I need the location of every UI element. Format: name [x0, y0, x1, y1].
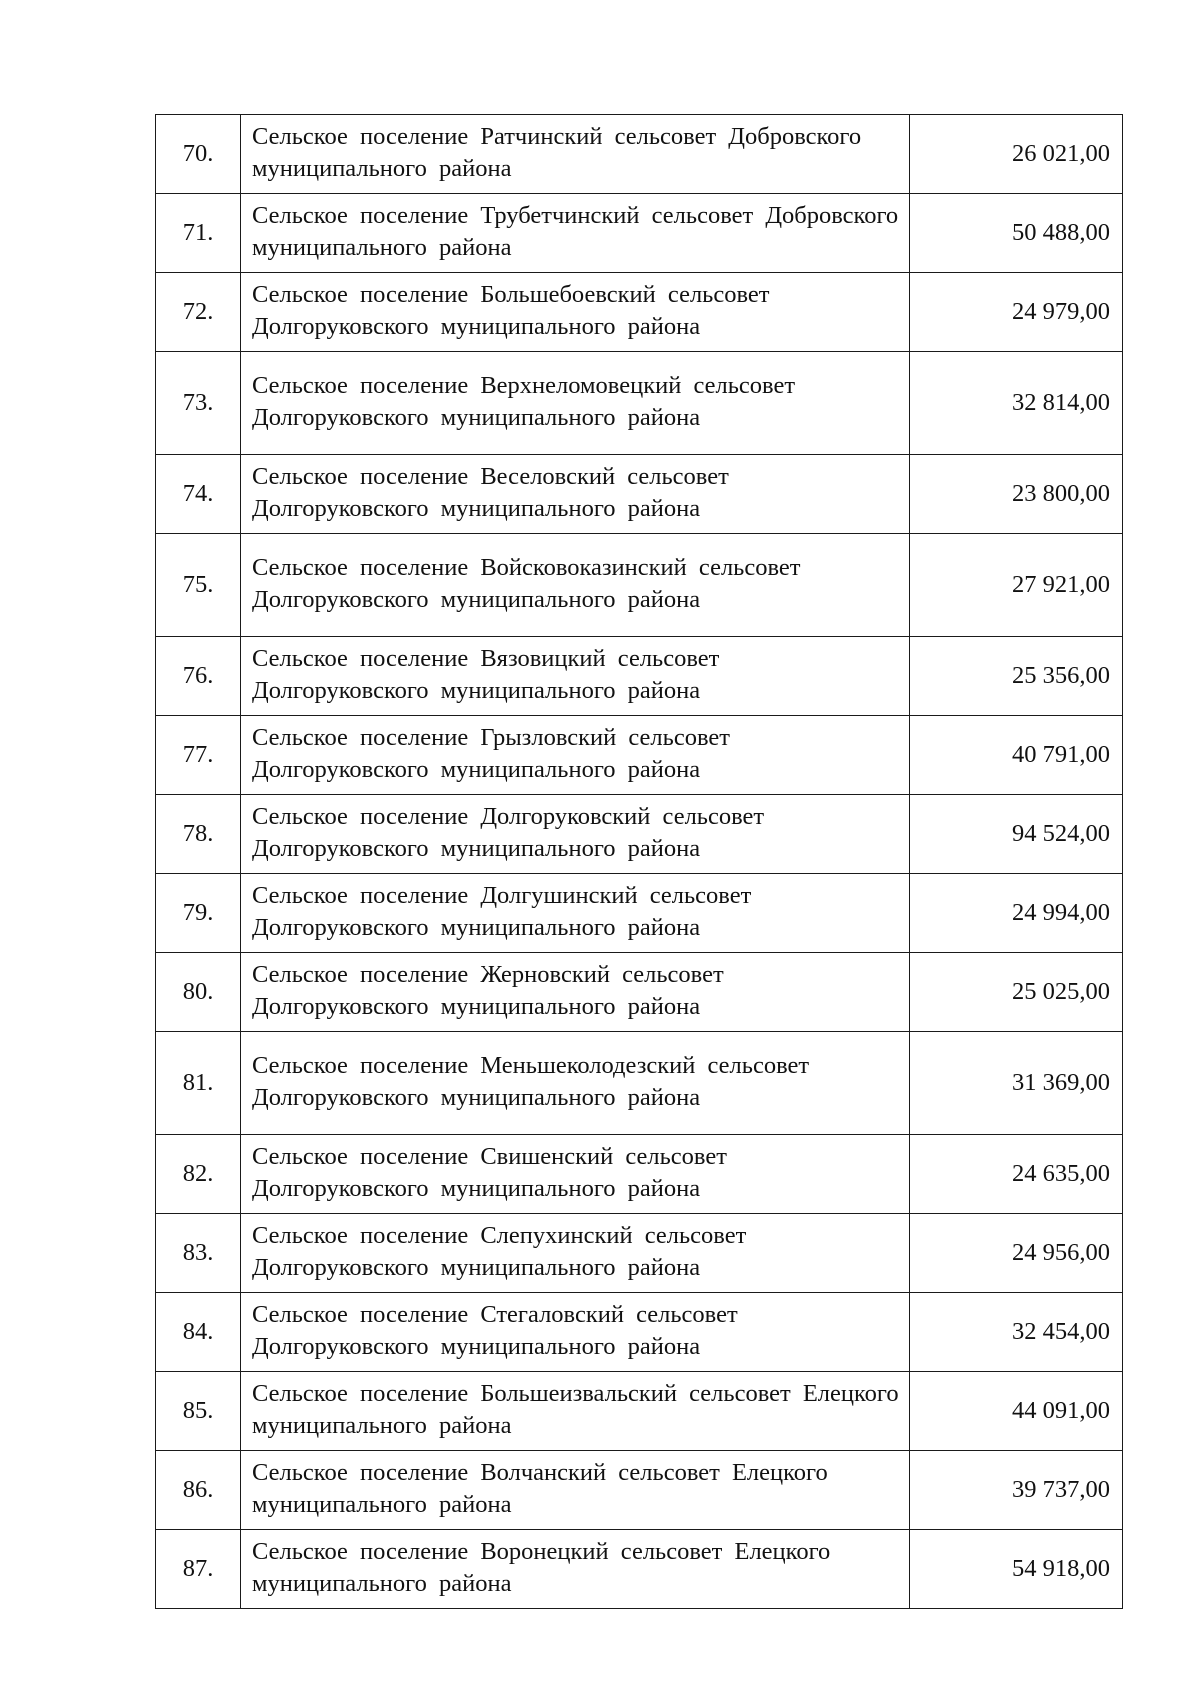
amount: 27 921,00	[910, 534, 1123, 637]
amount: 54 918,00	[910, 1530, 1123, 1609]
amount: 50 488,00	[910, 194, 1123, 273]
amount: 24 635,00	[910, 1135, 1123, 1214]
amount: 23 800,00	[910, 455, 1123, 534]
settlement-name: Сельское поселение Долгоруковский сельсовет Долгоруковского муниципального района	[241, 795, 910, 874]
table-row	[156, 455, 1123, 534]
table-row	[156, 637, 1123, 716]
row-number: 72.	[156, 273, 241, 352]
table-body	[156, 115, 1123, 1609]
table-row	[156, 352, 1123, 455]
table-row	[156, 874, 1123, 953]
row-number: 86.	[156, 1451, 241, 1530]
row-number: 87.	[156, 1530, 241, 1609]
settlement-name: Сельское поселение Меньшеколодезский сельсовет Долгоруковского муниципального района	[241, 1032, 910, 1135]
row-number: 82.	[156, 1135, 241, 1214]
amount: 25 025,00	[910, 953, 1123, 1032]
settlement-name: Сельское поселение Трубетчинский сельсовет Добровского муниципального района	[241, 194, 910, 273]
settlement-name: Сельское поселение Грызловский сельсовет Долгоруковского муниципального района	[241, 716, 910, 795]
row-number: 81.	[156, 1032, 241, 1135]
table-row	[156, 1032, 1123, 1135]
row-number: 80.	[156, 953, 241, 1032]
settlement-name: Сельское поселение Волчанский сельсовет Елецкого муниципального района	[241, 1451, 910, 1530]
table-row	[156, 1530, 1123, 1609]
amount: 24 979,00	[910, 273, 1123, 352]
table-row	[156, 795, 1123, 874]
settlement-name: Сельское поселение Веселовский сельсовет Долгоруковского муниципального района	[241, 455, 910, 534]
row-number: 78.	[156, 795, 241, 874]
table-row	[156, 1451, 1123, 1530]
amount: 31 369,00	[910, 1032, 1123, 1135]
amount: 26 021,00	[910, 115, 1123, 194]
table-row	[156, 273, 1123, 352]
settlement-name: Сельское поселение Свишенский сельсовет Долгоруковского муниципального района	[241, 1135, 910, 1214]
settlement-name: Сельское поселение Слепухинский сельсовет Долгоруковского муниципального района	[241, 1214, 910, 1293]
table-row	[156, 1293, 1123, 1372]
settlement-name: Сельское поселение Большебоевский сельсовет Долгоруковского муниципального района	[241, 273, 910, 352]
row-number: 79.	[156, 874, 241, 953]
row-number: 83.	[156, 1214, 241, 1293]
row-number: 77.	[156, 716, 241, 795]
row-number: 76.	[156, 637, 241, 716]
settlement-name: Сельское поселение Жерновский сельсовет Долгоруковского муниципального района	[241, 953, 910, 1032]
amount: 39 737,00	[910, 1451, 1123, 1530]
table-row	[156, 1135, 1123, 1214]
row-number: 75.	[156, 534, 241, 637]
table-row	[156, 194, 1123, 273]
settlement-name: Сельское поселение Верхнеломовецкий сельсовет Долгоруковского муниципального района	[241, 352, 910, 455]
settlement-name: Сельское поселение Стегаловский сельсовет Долгоруковского муниципального района	[241, 1293, 910, 1372]
amount: 32 454,00	[910, 1293, 1123, 1372]
row-number: 84.	[156, 1293, 241, 1372]
settlement-name: Сельское поселение Долгушинский сельсовет Долгоруковского муниципального района	[241, 874, 910, 953]
table-row	[156, 953, 1123, 1032]
settlement-name: Сельское поселение Воронецкий сельсовет Елецкого муниципального района	[241, 1530, 910, 1609]
settlements-table	[155, 114, 1123, 1609]
table-row	[156, 534, 1123, 637]
settlement-name: Сельское поселение Большеизвальский сельсовет Елецкого муниципального района	[241, 1372, 910, 1451]
table-row	[156, 1372, 1123, 1451]
table-row	[156, 1214, 1123, 1293]
settlement-name: Сельское поселение Войсковоказинский сельсовет Долгоруковского муниципального района	[241, 534, 910, 637]
amount: 24 956,00	[910, 1214, 1123, 1293]
amount: 94 524,00	[910, 795, 1123, 874]
table-row	[156, 115, 1123, 194]
amount: 40 791,00	[910, 716, 1123, 795]
row-number: 71.	[156, 194, 241, 273]
amount: 44 091,00	[910, 1372, 1123, 1451]
amount: 32 814,00	[910, 352, 1123, 455]
row-number: 73.	[156, 352, 241, 455]
table-row	[156, 716, 1123, 795]
row-number: 85.	[156, 1372, 241, 1451]
settlement-name: Сельское поселение Вязовицкий сельсовет Долгоруковского муниципального района	[241, 637, 910, 716]
amount: 24 994,00	[910, 874, 1123, 953]
amount: 25 356,00	[910, 637, 1123, 716]
row-number: 70.	[156, 115, 241, 194]
settlement-name: Сельское поселение Ратчинский сельсовет Добровского муниципального района	[241, 115, 910, 194]
row-number: 74.	[156, 455, 241, 534]
